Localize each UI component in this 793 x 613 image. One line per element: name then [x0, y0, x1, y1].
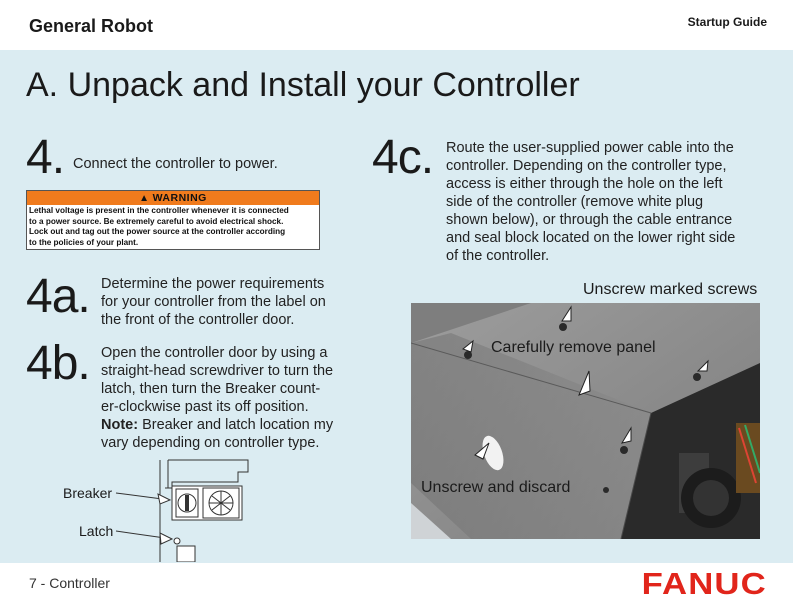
step-4a-line: for your controller from the label on	[101, 294, 326, 310]
step-4c-line: and seal block located on the lower right side	[446, 230, 736, 246]
fanuc-logo: FANUC	[641, 566, 767, 601]
guide-label: Startup Guide	[687, 15, 767, 29]
step-4-text: Connect the controller to power.	[73, 156, 278, 172]
photo-label-panel: Carefully remove panel	[491, 339, 656, 356]
step-4c-line: access is either through the hole on the left	[446, 176, 723, 192]
warning-header	[27, 191, 319, 205]
step-4-number: 4.	[26, 131, 65, 184]
breaker-diagram-illustration	[60, 458, 260, 562]
warning-box	[26, 190, 320, 250]
step-4a-text	[101, 275, 326, 329]
page-title: A. Unpack and Install your Controller	[26, 66, 580, 104]
step-4b-line: latch, then turn the Breaker count-	[101, 381, 321, 397]
warning-line: to the policies of your plant.	[29, 237, 139, 247]
step-4b-line: Open the controller door by using a	[101, 345, 328, 361]
breaker-label: Breaker	[63, 485, 113, 501]
step-4b-number: 4b.	[26, 337, 90, 390]
step-4a-line: the front of the controller door.	[101, 312, 295, 328]
step-4b-note	[101, 416, 333, 434]
step-4b-line: straight-head screwdriver to turn the	[101, 363, 334, 379]
step-4c-line: Route the user-supplied power cable into the	[446, 140, 734, 156]
warning-label: WARNING	[152, 192, 207, 204]
page-number: 7 - Controller	[29, 575, 110, 591]
step-4b-line: vary depending on controller type.	[101, 435, 320, 451]
step-4c-line: side of the controller (remove white plug	[446, 194, 704, 210]
step-4a-number: 4a.	[26, 270, 90, 323]
breaker-diagram	[60, 458, 260, 562]
photo-label-discard: Unscrew and discard	[421, 479, 571, 496]
latch-label: Latch	[79, 523, 114, 539]
step-4c-number: 4c.	[372, 131, 434, 184]
step-4b-text	[101, 344, 333, 452]
step-4c-line: shown below), or through the cable entrance	[446, 212, 733, 228]
step-4c-line: of the controller.	[446, 248, 550, 264]
step-4a-line: Determine the power requirements	[101, 276, 325, 292]
warning-line: Lethal voltage is present in the controller whenever it is connected	[29, 206, 289, 215]
photo-label-screws: Unscrew marked screws	[583, 281, 758, 298]
step-4b-line: er-clockwise past its off position.	[101, 399, 309, 415]
step-4c-text	[446, 139, 735, 265]
note-label: Note:	[101, 417, 139, 433]
warning-text	[27, 205, 319, 248]
warning-line: Lock out and tag out the power source at the controller according	[29, 227, 286, 237]
page-header	[0, 0, 793, 50]
warning-line: to a power source. Be extremely careful to avoid electrical shock.	[29, 216, 284, 226]
warning-triangle-icon: ▲	[139, 193, 150, 204]
note-text: Breaker and latch location my	[138, 417, 334, 433]
controller-photo	[411, 303, 760, 539]
step-4c-line: controller. Depending on the controller type,	[446, 158, 727, 174]
brand-name: General Robot	[29, 16, 154, 36]
